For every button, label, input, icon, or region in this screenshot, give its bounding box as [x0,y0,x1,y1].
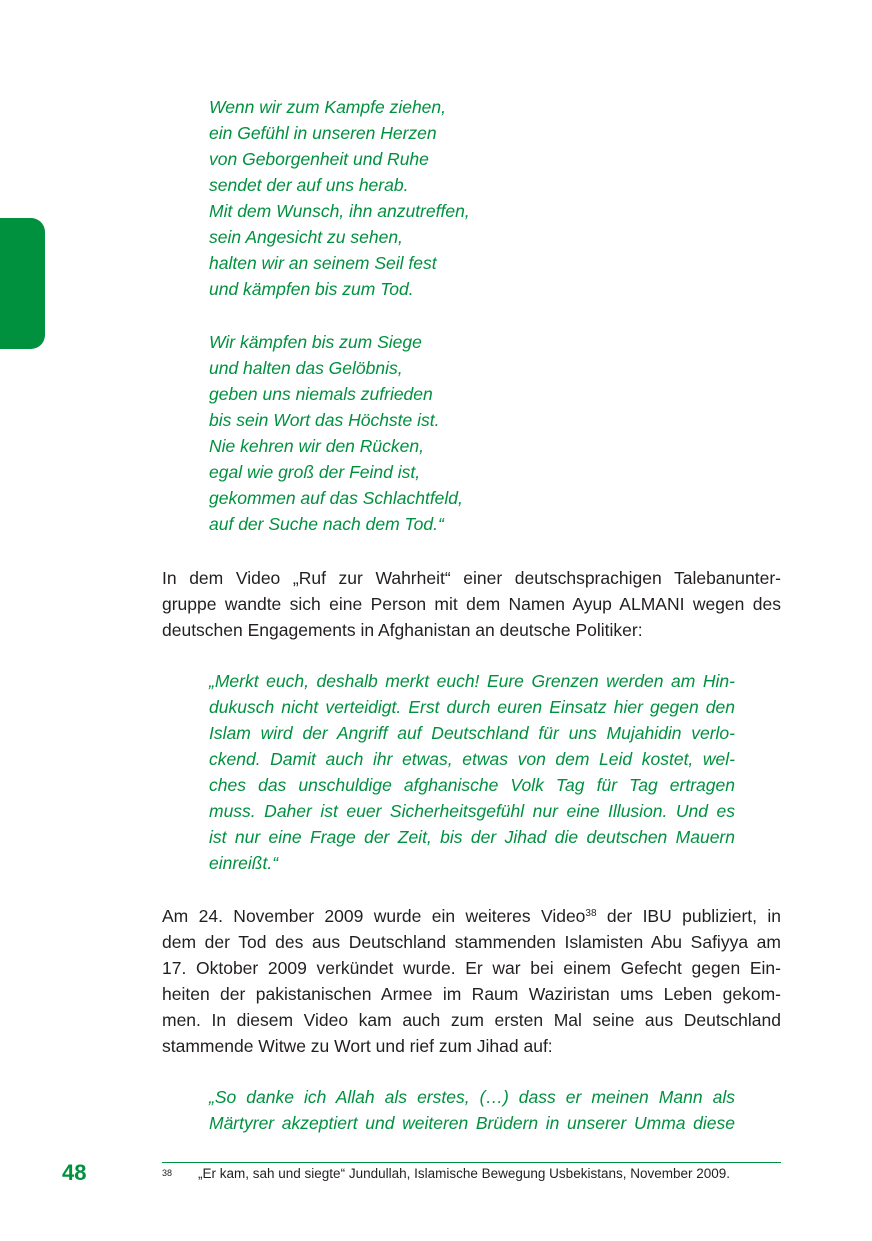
paragraph-line: dem der Tod des aus Deutschland stammenden Islamisten Abu Safiyya am [162,932,781,952]
poem-line: Wenn wir zum Kampfe ziehen, [209,97,447,117]
poem-line: sendet der auf uns herab. [209,175,409,195]
quote-line: muss. Daher ist euer Sicherheitsgefühl nur eine Illusion. Und es [209,801,735,821]
paragraph-line: men. In diesem Video kam auch zum ersten Mal seine aus Deutschland [162,1010,781,1030]
body-paragraph-2 [162,903,781,1059]
poem-line: sein Angesicht zu sehen, [209,227,403,247]
quote-line: ist nur eine Frage der Zeit, bis der Jihad die deutschen Mauern [209,827,735,847]
poem-line: Wir kämpfen bis zum Siege [209,332,422,352]
poem-line: auf der Suche nach dem Tod.“ [209,514,444,534]
quote-block-1 [209,668,735,876]
quote-line: dukusch nicht verteidigt. Erst durch euren Einsatz hier gegen den [209,697,735,717]
quote-block-2 [209,1084,735,1136]
paragraph-text: der IBU publiziert, in [596,906,781,926]
quote-line: Märtyrer akzeptiert und weiteren Brüdern in unserer Umma diese [209,1113,735,1133]
poem-stanza-1 [209,94,769,302]
poem-line: von Geborgenheit und Ruhe [209,149,429,169]
paragraph-line: In dem Video „Ruf zur Wahrheit“ einer deutschsprachigen Talebanunter- [162,568,781,588]
footnote-text: „Er kam, sah und siegte“ Jundullah, Islamische Bewegung Usbekistans, November 2009. [198,1166,731,1181]
poem-stanza-2 [209,329,769,537]
chapter-tab-marker [0,218,45,349]
paragraph-line: stammende Witwe zu Wort und rief zum Jihad auf: [162,1036,553,1056]
quote-line: einreißt.“ [209,853,279,873]
poem-line: geben uns niemals zufrieden [209,384,433,404]
footnote-divider [162,1162,781,1163]
paragraph-line [162,903,781,929]
poem-line: Nie kehren wir den Rücken, [209,436,424,456]
quote-line: Islam wird der Angriff auf Deutschland für uns Mujahidin verlo- [209,723,735,743]
page-number: 48 [62,1160,87,1185]
poem-line: halten wir an seinem Seil fest [209,253,437,273]
quote-line: „Merkt euch, deshalb merkt euch! Eure Grenzen werden am Hin- [209,671,735,691]
footnote-reference: 38 [585,908,597,919]
poem-line: und kämpfen bis zum Tod. [209,279,414,299]
quote-line: „So danke ich Allah als erstes, (…) dass er meinen Mann als [209,1087,735,1107]
body-paragraph-1 [162,565,781,643]
poem-line: Mit dem Wunsch, ihn anzutreffen, [209,201,470,221]
paragraph-line: heiten der pakistanischen Armee im Raum Waziristan ums Leben gekom- [162,984,781,1004]
paragraph-text: Am 24. November 2009 wurde ein weiteres Video [162,906,586,926]
footnote-number: 38 [162,1168,173,1178]
poem-line: egal wie groß der Feind ist, [209,462,421,482]
poem-line: gekommen auf das Schlachtfeld, [209,488,463,508]
poem-line: und halten das Gelöbnis, [209,358,403,378]
paragraph-line: gruppe wandte sich eine Person mit dem Namen Ayup ALMANI wegen des [162,594,781,614]
paragraph-line: deutschen Engagements in Afghanistan an deutsche Politiker: [162,620,643,640]
quote-line: ches das unschuldige afghanische Volk Tag für Tag ertragen [209,775,735,795]
poem-line: bis sein Wort das Höchste ist. [209,410,440,430]
poem-line: ein Gefühl in unseren Herzen [209,123,437,143]
quote-line: ckend. Damit auch ihr etwas, etwas von dem Leid kostet, wel- [209,749,735,769]
paragraph-line: 17. Oktober 2009 verkündet wurde. Er war bei einem Gefecht gegen Ein- [162,958,781,978]
